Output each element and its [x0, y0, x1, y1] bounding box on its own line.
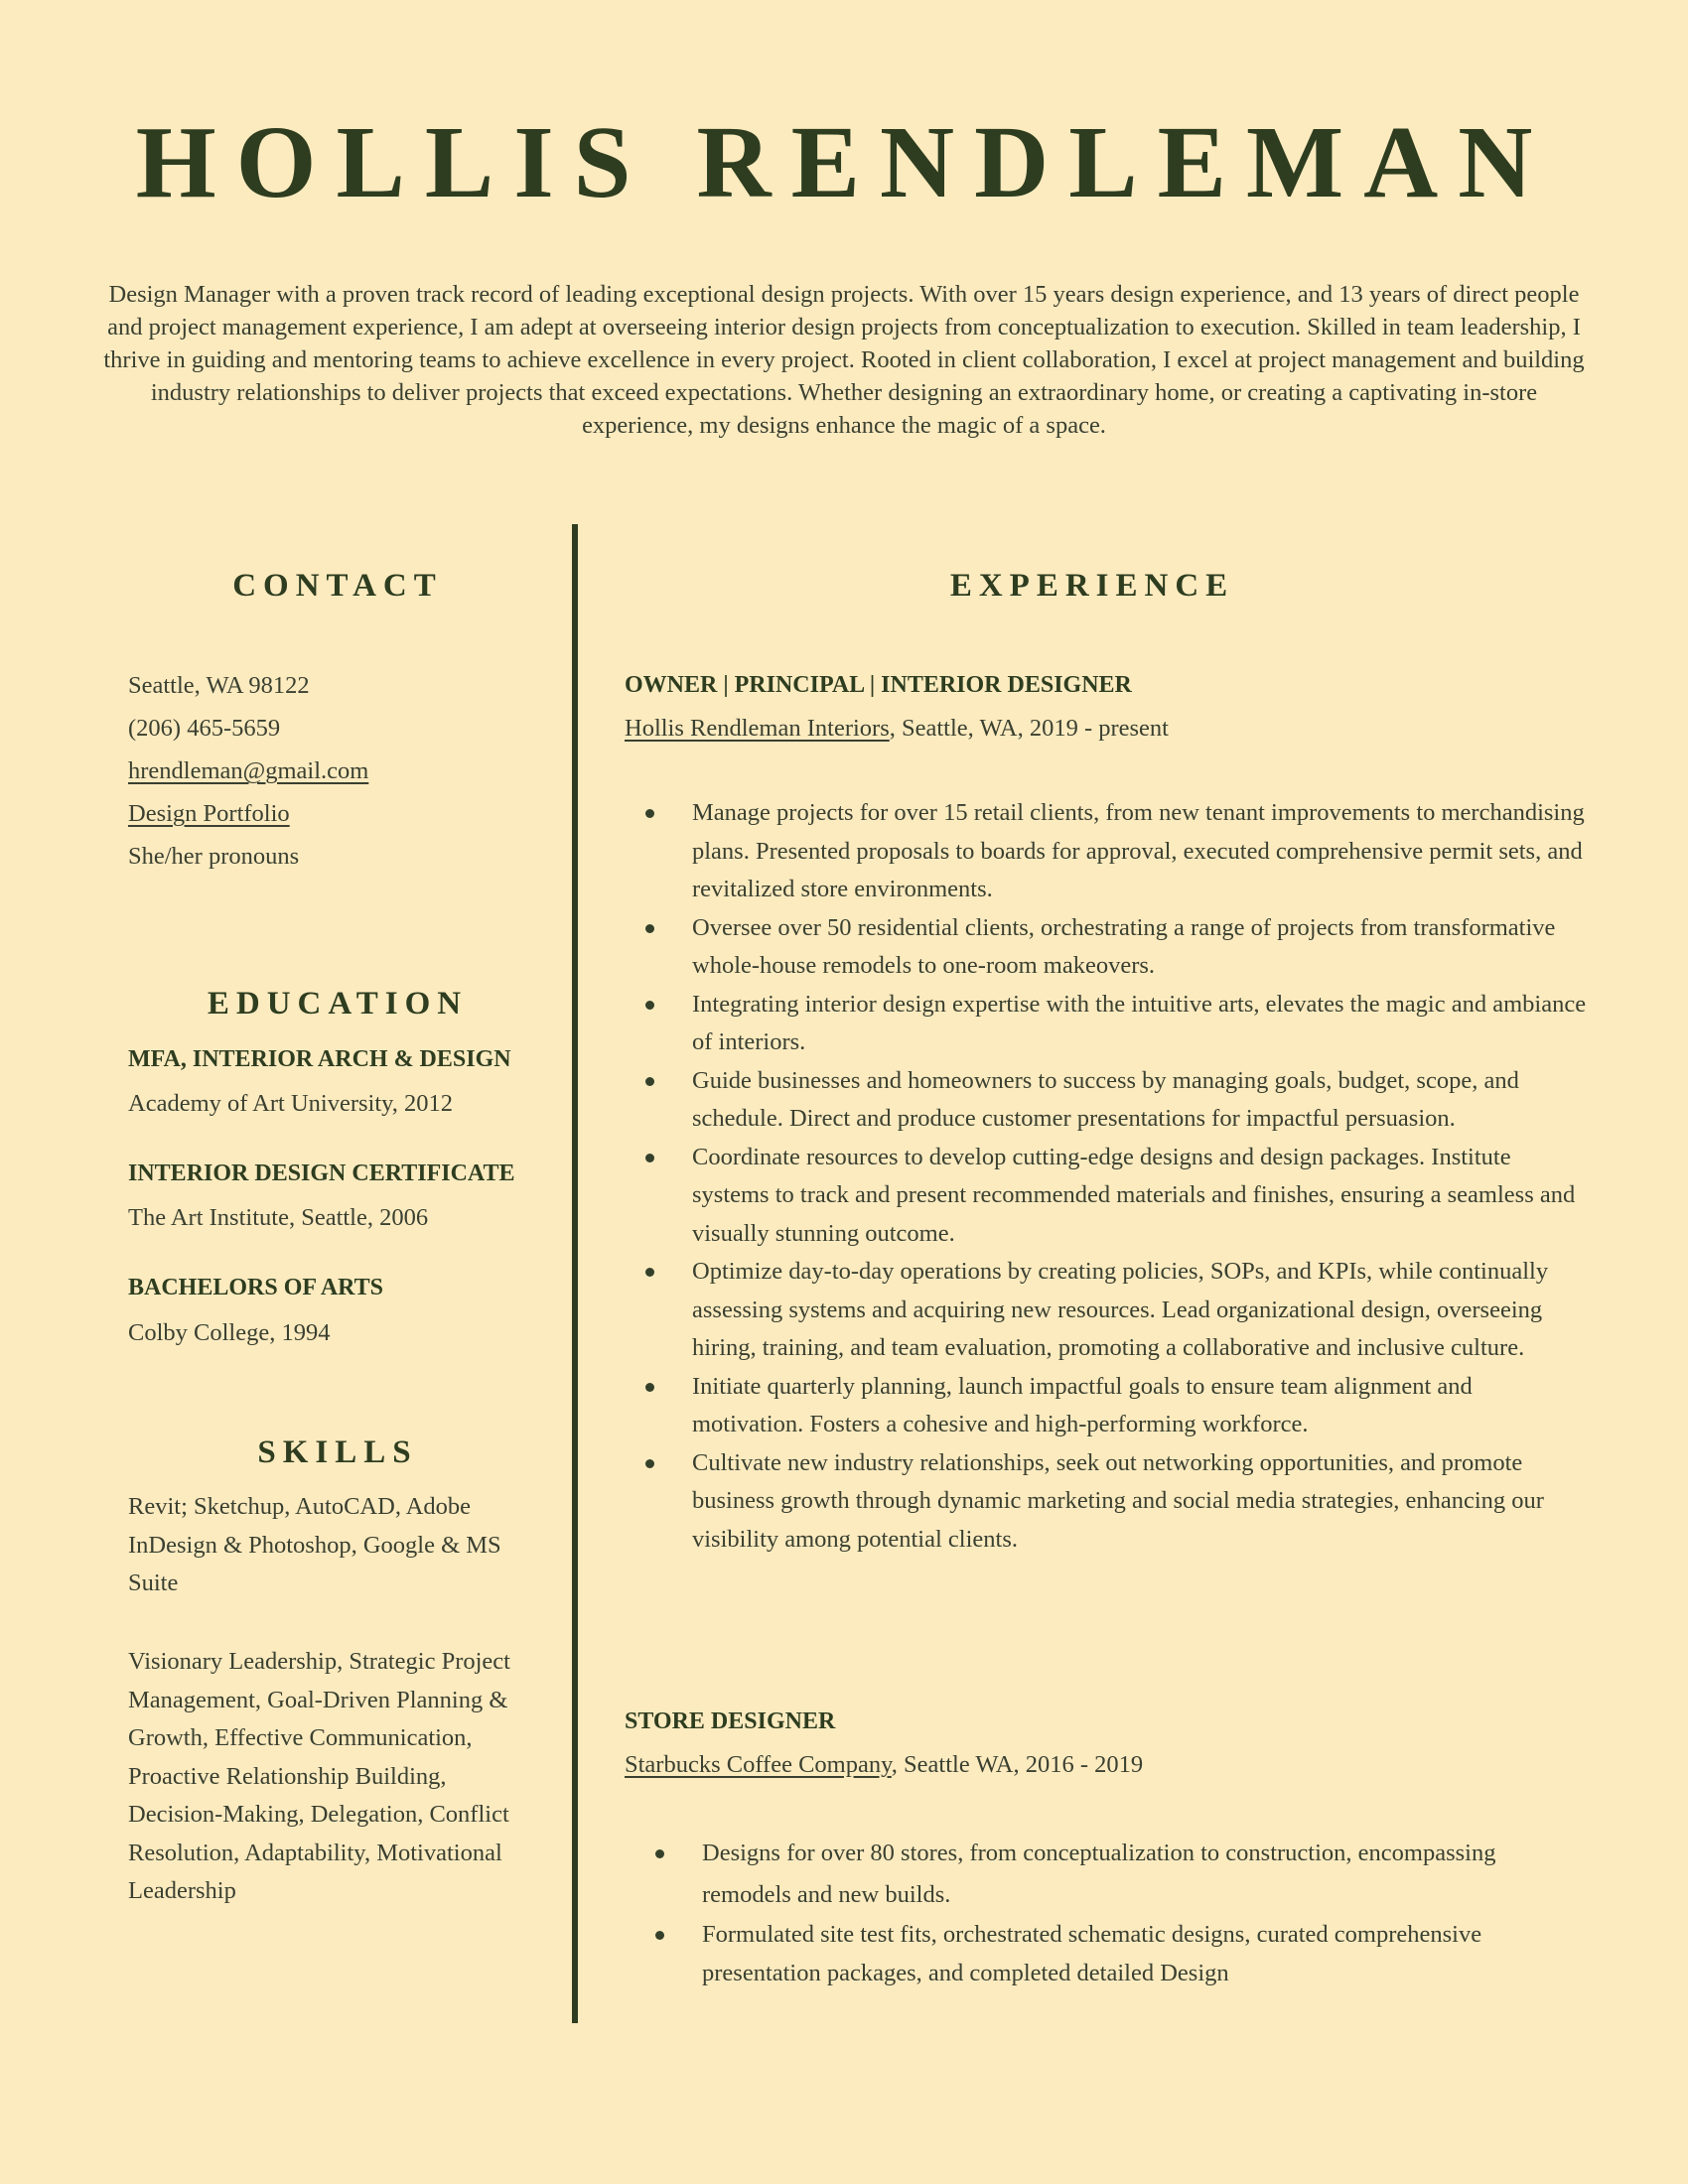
- bullet-icon: [645, 1001, 654, 1010]
- experience-heading: EXPERIENCE: [949, 568, 1235, 604]
- education-degree: INTERIOR DESIGN CERTIFICATE: [128, 1160, 515, 1186]
- bullet-icon: [645, 1154, 654, 1162]
- job-bullet: Integrating interior design expertise with the intuitive arts, elevates the magic and ambiance of interiors.: [645, 986, 1589, 1062]
- column-divider: [572, 524, 578, 2023]
- skills-heading: SKILLS: [257, 1434, 418, 1470]
- company-link[interactable]: Starbucks Coffee Company: [625, 1751, 892, 1778]
- job-bullet: Oversee over 50 residential clients, orchestrating a range of projects from transformative whole-house remodels to one-room makeovers.: [645, 909, 1589, 986]
- job-location-dates: , Seattle, WA, 2019 - present: [889, 715, 1169, 742]
- bullet-icon: [645, 1383, 654, 1392]
- education-degree: MFA, INTERIOR ARCH & DESIGN: [128, 1046, 511, 1072]
- bullet-icon: [645, 1268, 654, 1277]
- bullet-icon: [655, 1931, 664, 1940]
- job-bullet: Manage projects for over 15 retail clients, from new tenant improvements to merchandising plans. Presented proposals to boards for approval, executed comprehensive permit sets, and revitalized store environments.: [645, 794, 1589, 909]
- bullet-icon: [645, 1459, 654, 1468]
- software-skills: Revit; Sketchup, AutoCAD, Adobe InDesign & Photoshop, Google & MS Suite: [128, 1493, 501, 1596]
- education-school: Academy of Art University, 2012: [128, 1090, 454, 1117]
- design-portfolio-link[interactable]: Design Portfolio: [128, 800, 290, 827]
- job-location-dates: , Seattle WA, 2016 - 2019: [891, 1751, 1144, 1778]
- job-meta: [625, 1751, 1143, 1779]
- job-bullet: Cultivate new industry relationships, seek out networking opportunities, and promote business growth through dynamic marketing and social media strategies, enhancing our visibility among potential clients.: [645, 1444, 1589, 1560]
- education-school: Colby College, 1994: [128, 1319, 331, 1346]
- company-link[interactable]: Hollis Rendleman Interiors: [625, 715, 890, 742]
- education-school: The Art Institute, Seattle, 2006: [128, 1204, 429, 1231]
- bullet-icon: [655, 1849, 664, 1858]
- contact-email-link[interactable]: hrendleman@gmail.com: [128, 757, 369, 784]
- professional-summary: Design Manager with a proven track record of leading exceptional design projects. With over 15 years design experience, and 13 years of direct people and project management experience, I am adept at overseeing interior design projects from conceptualization to execution. Skilled in team leadership, I thrive in guiding and mentoring teams to achieve excellence in every project. Rooted in client collaboration, I excel at project management and building industry relationships to deliver projects that exceed expectations. Whether designing an extraordinary home, or creating a captivating in-store experience, my designs enhance the magic of a space.: [103, 281, 1585, 439]
- contact-location: Seattle, WA 98122: [128, 672, 310, 699]
- job-bullet: Designs for over 80 stores, from conceptualization to construction, encompassing remodels and new builds.: [655, 1833, 1589, 1916]
- job-title: STORE DESIGNER: [625, 1708, 836, 1734]
- job-bullet: Formulated site test fits, orchestrated schematic designs, curated comprehensive presentation packages, and completed detailed Design: [655, 1916, 1589, 1992]
- job-bullet-list: [655, 1833, 1589, 1992]
- education-degree: BACHELORS OF ARTS: [128, 1275, 383, 1300]
- contact-pronouns: She/her pronouns: [128, 843, 300, 870]
- job-bullet: Initiate quarterly planning, launch impactful goals to ensure team alignment and motivation. Fosters a cohesive and high-performing workforce.: [645, 1368, 1589, 1444]
- job-bullet: Optimize day-to-day operations by creating policies, SOPs, and KPIs, while continually assessing systems and acquiring new resources. Lead organizational design, overseeing hiring, training, and team evaluation, promoting a collaborative and inclusive culture.: [645, 1253, 1589, 1368]
- education-heading: EDUCATION: [207, 986, 469, 1022]
- contact-phone: (206) 465-5659: [128, 715, 281, 742]
- contact-heading: CONTACT: [232, 568, 443, 604]
- bullet-icon: [645, 924, 654, 933]
- job-meta: [625, 715, 1169, 743]
- bullet-icon: [645, 1077, 654, 1086]
- job-bullet-list: [645, 794, 1589, 1559]
- resume-name: HOLLIS RENDLEMAN: [135, 105, 1553, 219]
- job-bullet: Guide businesses and homeowners to success by managing goals, budget, scope, and schedule. Direct and produce customer presentations for impactful persuasion.: [645, 1062, 1589, 1139]
- bullet-icon: [645, 809, 654, 818]
- job-bullet: Coordinate resources to develop cutting-edge designs and design packages. Institute systems to track and present recommended materials and finishes, ensuring a seamless and visually stunning outcome.: [645, 1139, 1589, 1254]
- job-title: OWNER | PRINCIPAL | INTERIOR DESIGNER: [625, 672, 1132, 698]
- leadership-skills: Visionary Leadership, Strategic Project Management, Goal-Driven Planning & Growth, Effective Communication, Proactive Relationship Building, Decision-Making, Delegation, Conflict Resolution, Adaptability, Motivational Leadership: [128, 1648, 510, 1904]
